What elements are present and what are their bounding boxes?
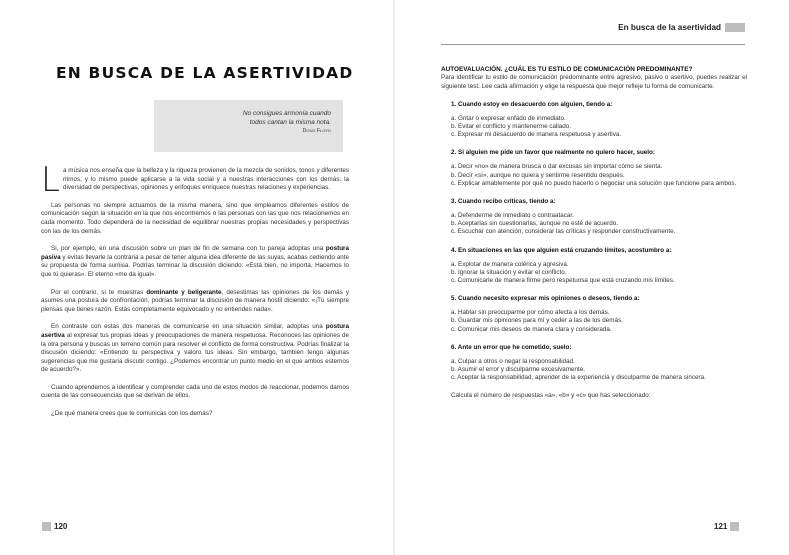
quote-line-2: todos cantan la misma nota. bbox=[249, 118, 331, 126]
paragraph-text: Por el contrario, si te muestras bbox=[51, 288, 147, 296]
right-page bbox=[395, 0, 789, 555]
answer-option: b. Guardar mis opiniones para mí y ceder a las de los demás. bbox=[451, 317, 623, 325]
page-number: 120 bbox=[54, 522, 68, 531]
question-title: 2. Si alguien me pide un favor que realmente no quiero hacer, suelo: bbox=[451, 149, 655, 157]
paragraph-text: Si, por ejemplo, en una discusión sobre un plan de fin de semana con tu pareja adoptas una bbox=[51, 245, 326, 253]
running-header bbox=[441, 20, 745, 45]
bold-term: dominante y beligerante bbox=[146, 288, 222, 296]
paragraph-text: al expresar tus propias ideas y preocupaciones de manera respetuosa. Reconoces las opiniones de la otra persona y buscas un terreno común para resolver el conflicto de forma constructiva. Podrías finalizar la discusión diciendo: «Entiendo tu perspectiva y valoro tus ideas. Sin embargo, también tengo algunas sugerencias que me gustaría discutir contigo. ¿Podemos encontrar un punto medio en el que ambos estemos de acuerdo?». bbox=[41, 331, 349, 374]
quote-box bbox=[154, 100, 343, 152]
drop-cap: L bbox=[41, 160, 60, 200]
intro-text: Para identificar tu estilo de comunicación predominante entre agresivo, pasivo o asertivo, puedes realizar el siguiente test. Lee cada afirmación y elige la respuesta que mejor refleje tu forma de comunicarte. bbox=[441, 74, 747, 90]
answer-option: a. Hablar sin preocuparme por cómo afecta a los demás. bbox=[451, 309, 610, 317]
paragraph-1 bbox=[41, 160, 349, 200]
section-heading: AUTOEVALUACIÓN. ¿CUÁL ES TU ESTILO DE COMUNICACIÓN PREDOMINANTE? bbox=[441, 66, 693, 73]
page-number: 121 bbox=[714, 522, 728, 531]
header-marker-box bbox=[725, 23, 745, 32]
body-text bbox=[41, 160, 350, 428]
quote-author: Doug Floyd bbox=[302, 128, 331, 134]
answer-option: b. Ignorar la situación y evitar el conflicto. bbox=[451, 268, 567, 276]
self-assessment bbox=[441, 66, 747, 400]
answer-option: c. Expresar mi desacuerdo de manera respetuosa y asertiva. bbox=[451, 131, 622, 139]
question-title: 3. Cuando recibo críticas, tiendo a: bbox=[451, 198, 556, 206]
paragraph-3 bbox=[41, 245, 349, 279]
answer-option: a. Defenderme de inmediato o contraatacar. bbox=[451, 212, 574, 220]
page-number-right bbox=[711, 522, 739, 531]
bold-term: postura asertiva bbox=[41, 323, 349, 339]
running-title: En busca de la asertividad bbox=[618, 23, 721, 32]
question-title: 6. Ante un error que he cometido, suelo: bbox=[451, 343, 572, 351]
answer-option: c. Aceptar la responsabilidad, aprender de la experiencia y disculparme de manera sincera. bbox=[451, 374, 706, 382]
page-marker-box bbox=[42, 522, 51, 531]
paragraph-text: , desestimas las opiniones de los demás y asumes una postura de confrontación, podrías terminar la discusión de manera hostil diciendo: «¡Tú siempre piensas que tienes razón. Estás completamente equivocado y no entiendes nada». bbox=[41, 288, 350, 313]
answer-option: a. Explotar de manera colérica y agresiva. bbox=[451, 260, 569, 268]
quote-line-1: No consigues armonía cuando bbox=[242, 110, 331, 117]
question-title: 5. Cuando necesito expresar mis opiniones o deseos, tiendo a: bbox=[451, 295, 640, 303]
answer-option: b. Evitar el conflicto y mantenerme callado. bbox=[451, 123, 572, 131]
left-page bbox=[0, 0, 394, 555]
answer-option: c. Escuchar con atención, considerar las críticas y responder constructivamente. bbox=[451, 228, 676, 236]
paragraph-text: a música nos enseña que la belleza y la riqueza provienen de la mezcla de sonidos, tonos y diferentes ritmos, y lo mismo puede aplicarse a la vida social y a nuestras interacciones con los demás: la diversidad de perspectivas, opiniones y enfoques enriquece nuestras relaciones y experiencias. bbox=[62, 167, 349, 192]
bold-term: postura pasiva bbox=[41, 245, 349, 261]
answer-option: c. Explicar amablemente por qué no puedo hacerlo o negociar una solución que funcione para ambos. bbox=[451, 179, 737, 187]
page-marker-box bbox=[730, 522, 739, 531]
question-title: 1. Cuando estoy en desacuerdo con alguien, tiendo a: bbox=[451, 100, 613, 108]
answer-option: a. Gritar o expresar enfado de inmediato. bbox=[451, 114, 566, 122]
question-title: 4. En situaciones en las que alguien está cruzando límites, acostumbro a: bbox=[451, 246, 672, 254]
answer-option: b. Decir «sí», aunque no quiera y sentirme resentido después. bbox=[451, 171, 625, 179]
answer-option: c. Comunicar mis deseos de manera clara y considerada. bbox=[451, 325, 612, 333]
paragraph-2: Las personas no siempre actuamos de la misma manera, sino que empleamos diferentes estilos de comunicación según la situación en la que nos encontremos o las personas con las que nos relacionemos en cada momento. Todo dependerá de la necesidad de equilibrar nuestras propias necesidades y perspectivas con las de los demás. bbox=[41, 201, 349, 235]
answer-option: a. Culpar a otros o negar la responsabilidad. bbox=[451, 357, 575, 365]
paragraph-5 bbox=[41, 323, 349, 375]
answer-option: a. Decir «no» de manera brusca o dar excusas sin importar cómo se sienta. bbox=[451, 163, 663, 171]
paragraph-text: y evitas llevarle la contraria a pesar de tener alguna idea diferente de las suyas, acabas cediendo ante su propuesta de forma sumisa. Podrías terminar la discusión diciendo: «Está bien, no importa. Hacemos lo que tú quieras». El eterno «me da igual». bbox=[41, 253, 349, 278]
paragraph-4 bbox=[41, 289, 349, 315]
answer-option: c. Comunicarle de manera firme pero respetuosa que está cruzando mis límites. bbox=[451, 277, 675, 285]
question-list bbox=[441, 101, 747, 383]
paragraph-text: En contraste con estas dos maneras de comunicarse en una situación similar, adoptas una bbox=[51, 323, 326, 331]
answer-option: b. Aceptarlas sin cuestionarlas, aunque no esté de acuerdo. bbox=[451, 220, 618, 228]
page-number-left bbox=[42, 522, 70, 531]
paragraph-6: Cuando aprendemos a identificar y comprender cada uno de estos modos de reaccionar, podemos darnos cuenta de las consecuencias que se derivan de ellos. bbox=[41, 383, 349, 400]
calc-instruction: Calcula el número de respuestas «a», «b» y «c» que has seleccionado: bbox=[451, 392, 651, 400]
answer-option: b. Asumir el error y disculparme excesivamente. bbox=[451, 366, 586, 374]
chapter-title: EN BUSCA DE LA ASERTIVIDAD bbox=[56, 64, 354, 82]
paragraph-7: ¿De qué manera crees que te comunicas con los demás? bbox=[51, 410, 213, 418]
